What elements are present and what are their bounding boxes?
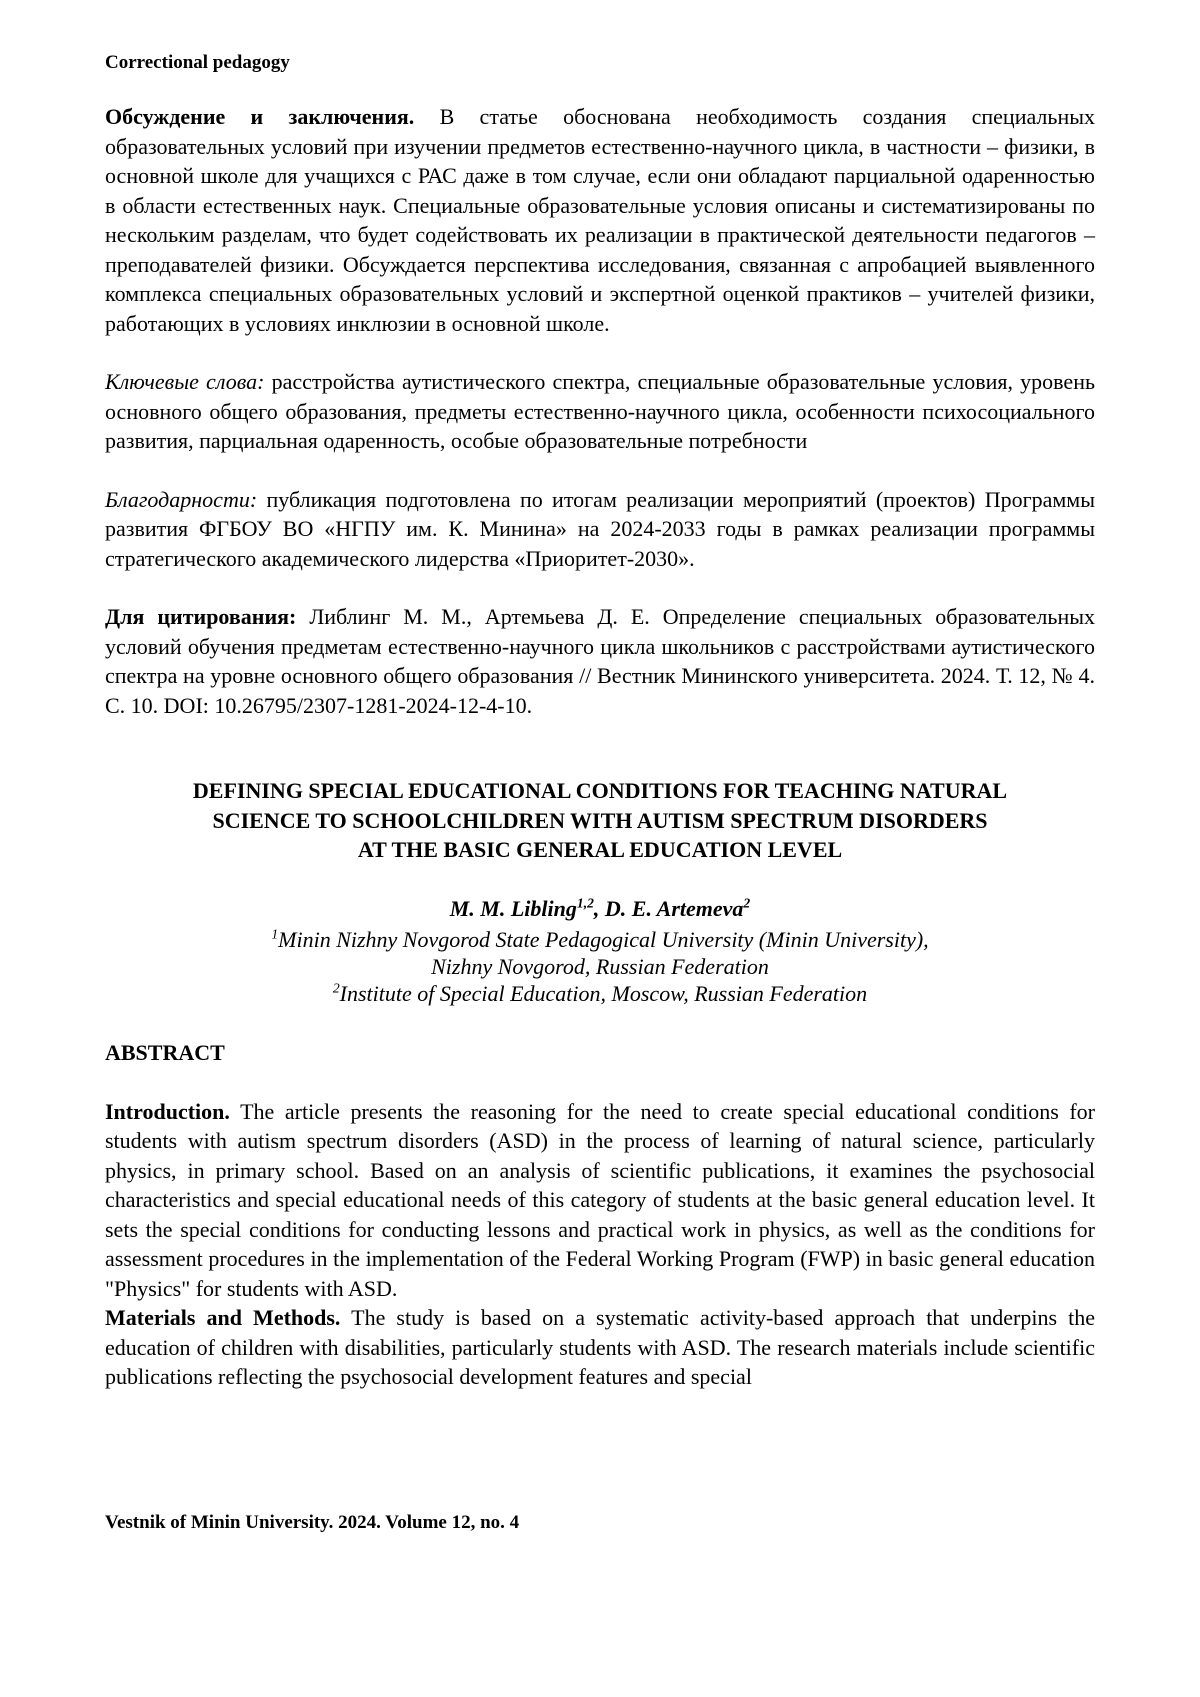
article-title-english (105, 776, 1095, 865)
paragraph-introduction (105, 1097, 1095, 1304)
affiliation-marker: 1 (271, 926, 279, 942)
paragraph-materials-methods (105, 1303, 1095, 1392)
discussion-lead: Обсуждение и заключения. (105, 104, 415, 129)
acknowledgments-lead: Благодарности: (105, 486, 258, 512)
abstract-heading: ABSTRACT (105, 1040, 225, 1065)
discussion-text: В статье обоснована необходимость создания специальных образовательных условий при изучении предметов естественно-научного цикла, в частности – физики, в основной школе для учащихся с РАС даже в том случае, если они обладают парциальной одаренностью в области естественных наук. Специальные образовательные условия описаны и систематизированы по нескольким разделам, что будет содействовать их реализации в практической деятельности педагогов – преподавателей физики. Обсуждается перспектива исследования, связанная с апробацией выявленного комплекса специальных образовательных условий и экспертной оценкой практиков – учителей физики, работающих в условиях инклюзии в основной школе. (105, 104, 1096, 336)
title-line: AT THE BASIC GENERAL EDUCATION LEVEL (357, 837, 843, 862)
paragraph-keywords (105, 367, 1095, 456)
keywords-lead: Ключевые слова: (105, 369, 265, 394)
introduction-text: The article presents the reasoning for the need to create special educational conditions for students with autism spectrum disorders (ASD) in the process of learning of natural science, particularly physics, in primary school. Based on an analysis of scientific publications, it examines the psychosocial characteristics and special educational needs of this category of students at the basic general education level. It sets the special conditions for conducting lessons and practical work in physics, as well as the conditions for assessment procedures in the implementation of the Federal Working Program (FWP) in basic general education "Physics" for students with ASD. (105, 1098, 1095, 1301)
introduction-lead: Introduction. (105, 1098, 230, 1124)
affiliations-block (105, 926, 1095, 1007)
paragraph-citation (105, 602, 1095, 720)
affiliation-line (105, 980, 1095, 1007)
affiliation-line (105, 926, 1095, 953)
citation-lead: Для цитирования: (105, 604, 297, 629)
affiliation-text: Institute of Special Education, Moscow, Russian Federation (339, 981, 868, 1006)
keywords-text: расстройства аутистического спектра, специальные образовательные условия, уровень основного общего образования, предметы естественно-научного цикла, особенности психосоциального развития, парциальная одаренность, особые образовательные потребности (105, 369, 1096, 453)
title-line: DEFINING SPECIAL EDUCATIONAL CONDITIONS FOR TEACHING NATURAL (192, 778, 1008, 803)
author-name: M. M. Libling (449, 895, 577, 921)
affiliation-marker: 2 (332, 980, 340, 996)
author-separator: , (593, 895, 605, 921)
citation-text: Либлинг М. М., Артемьева Д. Е. Определение специальных образовательных условий обучения предметам естественно-научного цикла школьников с расстройствами аутистического спектра на уровне основного общего образования // Вестник Мининского университета. 2024. Т. 12, № 4. С. 10. DOI: 10.26795/2307-1281-2024-12-4-10. (105, 604, 1096, 718)
acknowledgments-text: публикация подготовлена по итогам реализации мероприятий (проектов) Программы развития ФГБОУ ВО «НГПУ им. К. Минина» на 2024-2033 годы в рамках реализации программы стратегического академического лидерства «Приоритет-2030». (105, 486, 1095, 571)
materials-text: The study is based on a systematic activity-based approach that underpins the education of children with disabilities, particularly students with ASD. The research materials include scientific publications reflecting the psychosocial development features and special (105, 1305, 1095, 1389)
author-name: D. E. Artemeva (604, 895, 744, 921)
affiliation-line (105, 953, 1095, 980)
section-running-header: Correctional pedagogy (105, 52, 290, 73)
affiliation-text: Minin Nizhny Novgorod State Pedagogical University (Minin University), (278, 927, 929, 952)
page-footer: Vestnik of Minin University. 2024. Volume 12, no. 4 (105, 1512, 520, 1533)
author-affiliation-marker: 1,2 (576, 895, 594, 911)
materials-lead: Materials and Methods. (105, 1305, 341, 1330)
paragraph-acknowledgments (105, 485, 1095, 574)
title-line: SCIENCE TO SCHOOLCHILDREN WITH AUTISM SPECTRUM DISORDERS (212, 807, 988, 833)
affiliation-text: Nizhny Novgorod, Russian Federation (431, 954, 769, 979)
paragraph-discussion (105, 102, 1095, 338)
authors-line (105, 894, 1095, 924)
author-affiliation-marker: 2 (743, 895, 751, 911)
